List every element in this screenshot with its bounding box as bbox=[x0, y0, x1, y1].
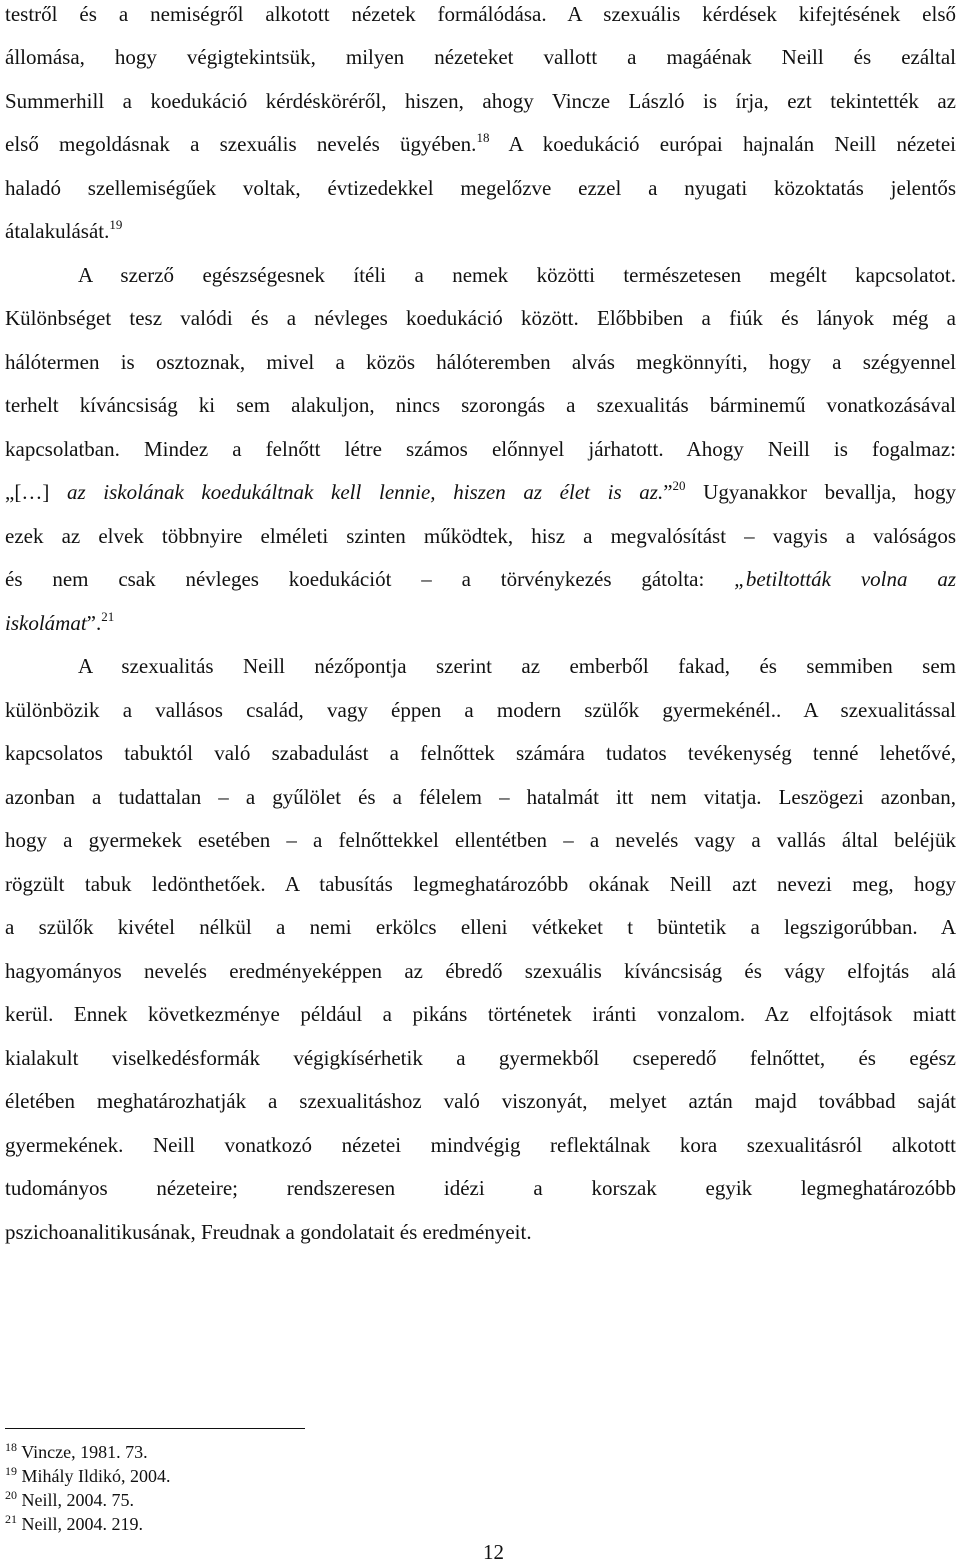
footnote-text: Neill, 2004. 219. bbox=[21, 1514, 143, 1534]
footnote bbox=[5, 1441, 148, 1465]
text-line: kapcsolatban. Mindez a felnőtt létre számos előnnyel járhatott. Ahogy Neill is fogalmaz: bbox=[5, 437, 956, 461]
text-line: hagyományos nevelés eredményeképpen az ébredő szexuális kíváncsiság és vágy elfojtás alá bbox=[5, 959, 956, 983]
footnote-number: 20 bbox=[5, 1488, 17, 1502]
text-line: első megoldásnak a szexuális nevelés ügyében.$^{18}$ A koedukáció európai hajnalán Neill nézetei bbox=[5, 130, 956, 156]
text-line: Különbséget tesz valódi és a névleges koedukáció között. Előbbiben a fiúk és lányok még a bbox=[5, 306, 956, 330]
footnote-number: 18 bbox=[5, 1440, 17, 1454]
text-line: Summerhill a koedukáció kérdésköréről, hiszen, ahogy Vincze László is írja, ezt tekintették az bbox=[5, 89, 956, 113]
text-line: terhelt kíváncsiság ki sem alakuljon, nincs szorongás a szexualitás bárminemű vonatkozásával bbox=[5, 393, 956, 417]
quote-text: az iskolának koedukáltnak kell lennie, hiszen az élet is az. bbox=[66, 480, 664, 504]
text-line: különbözik a vallásos család, vagy éppen a modern szülők gyermekénél.. A szexualitással bbox=[5, 698, 956, 722]
text-line: A szexualitás Neill nézőpontja szerint az emberből fakad, és semmiben sem bbox=[78, 654, 956, 678]
text-line: tudományos nézeteire; rendszeresen idézi a korszak egyik legmeghatározóbb bbox=[5, 1176, 956, 1200]
footnote-ref: 19 bbox=[109, 217, 123, 232]
footnote bbox=[5, 1489, 134, 1513]
text-line: és nem csak névleges koedukációt – a törvénykezés gátolta: „betiltották volna az bbox=[5, 567, 956, 591]
text-line: kapcsolatos tabuktól való szabadulást a felnőttek számára tudatos tevékenység tenné lehetővé, bbox=[5, 741, 956, 765]
quote-text: iskolámat bbox=[5, 611, 87, 635]
text-line: a szülők kivétel nélkül a nemi erkölcs elleni vétkeket t büntetik a legszigorúbban. A bbox=[5, 915, 956, 939]
text-line: testről és a nemiségről alkotott nézetek formálódása. A szexuális kérdések kifejtésének első bbox=[5, 2, 956, 26]
text-line: kerül. Ennek következménye például a pikáns történetek iránti vonzalom. Az elfojtások miatt bbox=[5, 1002, 956, 1026]
page-number: 12 bbox=[483, 1540, 504, 1564]
text-line: ezek az elvek többnyire elméleti szinten működtek, hisz a megvalósítást – vagyis a valóságos bbox=[5, 524, 956, 548]
text-line: rögzült tabuk ledönthetőek. A tabusítás legmeghatározóbb okának Neill azt nevezi meg, hogy bbox=[5, 872, 956, 896]
text-line: pszichoanalitikusának, Freudnak a gondolatait és eredményeit. bbox=[5, 1220, 532, 1244]
footnote-text: Vincze, 1981. 73. bbox=[21, 1442, 148, 1462]
text-line: azonban a tudattalan – a gyűlölet és a félelem – hatalmát itt nem vitatja. Leszögezi azonban, bbox=[5, 785, 956, 809]
text-line: hogy a gyermekek esetében – a felnőttekkel ellentétben – a nevelés vagy a vallás által beléjük bbox=[5, 828, 956, 852]
text-line: életében meghatározhatják a szexualitáshoz való viszonyát, melyet aztán majd továbbad saját bbox=[5, 1089, 956, 1113]
footnote-ref: 18 bbox=[476, 130, 490, 145]
footnote-ref: 21 bbox=[101, 609, 115, 624]
footnote-number: 21 bbox=[5, 1512, 17, 1526]
text-line: hálótermen is osztoznak, mivel a közös hálóteremben alvás megkönnyíti, hogy a szégyennel bbox=[5, 350, 956, 374]
text-line: kialakult viselkedésformák végigkísérhetik a gyermekből cseperedő felnőttet, és egész bbox=[5, 1046, 956, 1070]
text-line: gyermekének. Neill vonatkozó nézetei mindvégig reflektálnak kora szexualitásról alkotott bbox=[5, 1133, 956, 1157]
text-line: haladó szellemiségűek voltak, évtizedekkel megelőzve ezzel a nyugati közoktatás jelentős bbox=[5, 176, 956, 200]
footnote-ref: 20 bbox=[672, 478, 686, 493]
text-line: A szerző egészségesnek ítéli a nemek közötti természetesen megélt kapcsolatot. bbox=[78, 263, 956, 287]
footnote-divider bbox=[5, 1428, 305, 1429]
footnote-number: 19 bbox=[5, 1464, 17, 1478]
text-line: „[…] az iskolának koedukáltnak kell lennie, hiszen az élet is az.”$^{20}$ Ugyanakkor bevallja, hogy bbox=[5, 478, 956, 504]
footnote bbox=[5, 1465, 171, 1489]
footnote-text: Neill, 2004. 75. bbox=[21, 1490, 134, 1510]
footnote-text: Mihály Ildikó, 2004. bbox=[21, 1466, 171, 1486]
text-line: átalakulását.$^{19}$ bbox=[5, 217, 123, 243]
text-line: állomása, hogy végigtekintsük, milyen nézeteket vallott a magáénak Neill és ezáltal bbox=[5, 45, 956, 69]
footnote bbox=[5, 1513, 143, 1537]
text-line: iskolámat”.$^{21}$ bbox=[5, 609, 115, 635]
quote-text: „betiltották volna az bbox=[734, 567, 956, 591]
